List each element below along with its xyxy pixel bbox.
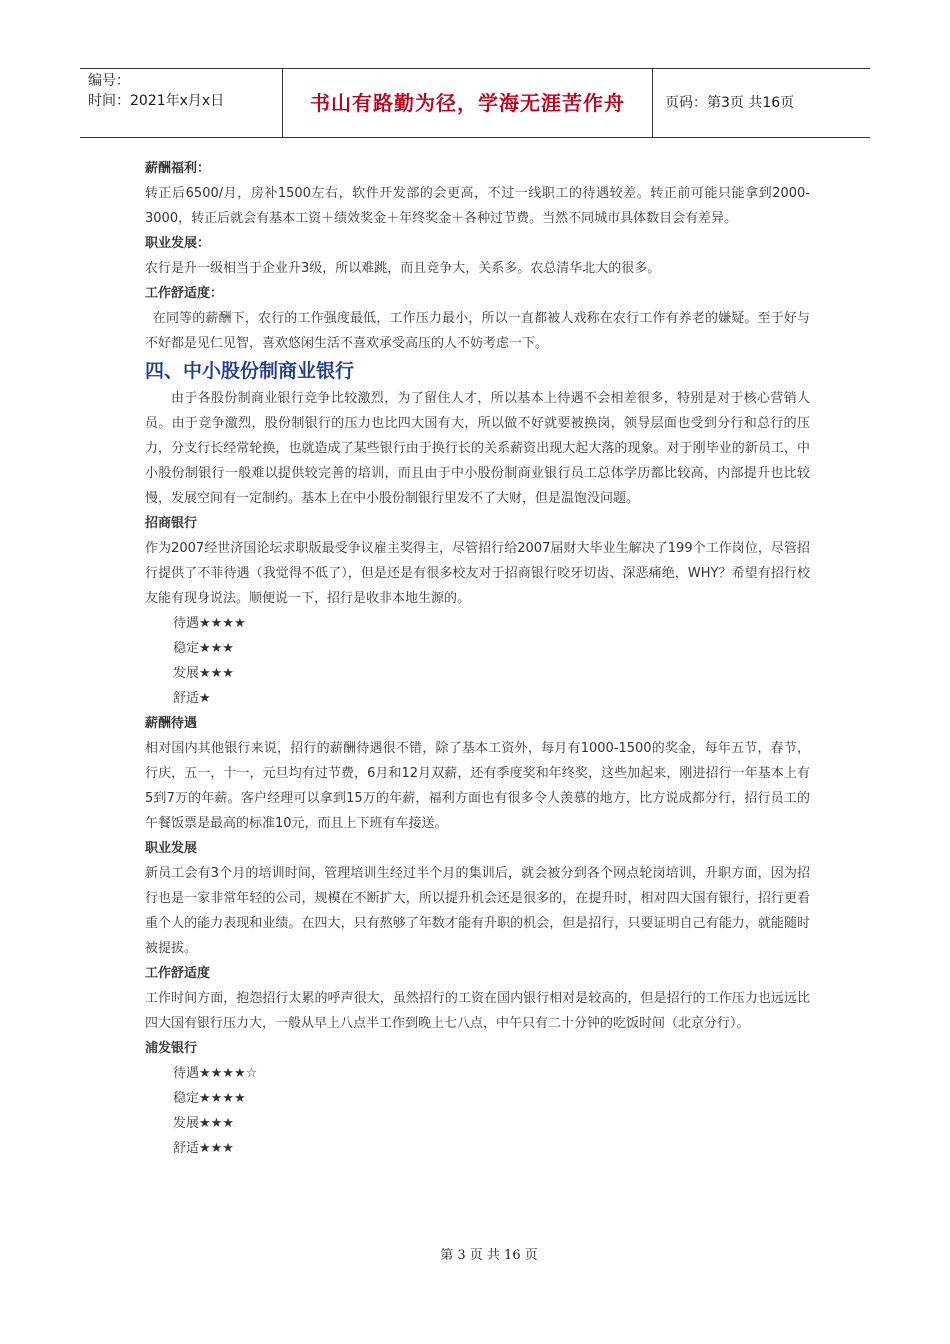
paragraph-cmb-salary: 相对国内其他银行来说，招行的薪酬待遇很不错，除了基本工资外，每月有1000-1500的奖金，每年五节，春节，行庆，五一，十一，元旦均有过节费，6月和12月双薪，还有季度奖和年终奖，这些加起来，刚进招行一年基本上有5到7万的年薪。客户经理可以拿到15万的年薪，福利方面也有很多令人羡慕的地方，比方说成都分行，招行员工的午餐饭票是最高的标准10元，而且上下班有车接送。 [145,741,810,831]
document-body [145,156,810,1161]
document-date: 时间：2021年x月x日 [88,93,225,109]
paragraph-section-intro: 由于各股份制商业银行竞争比较激烈，为了留住人才，所以基本上待遇不会相差很多，特别是对于核心营销人员。由于竞争激烈，股份制银行的压力也比四大国有大，所以做不好就要被换岗，领导层面也受到分行和总行的压力，分支行长经常轮换，也就造成了某些银行由于换行长的关系薪资出现大起大落的现象。对于刚毕业的新员工，中小股份制银行一般难以提供较完善的培训，而且由于中小股份制商业银行员工总体学历都比较高，内部提升也比较慢，发展空间有一定制约。基本上在中小股份制银行里发不了大财，但是温饱没问题。 [145,391,810,506]
rating-comfort: 舒适★★★ [173,1141,234,1156]
paragraph-comfort: 在同等的薪酬下，农行的工作强度最低，工作压力最小，所以一直都被人戏称在农行工作有养老的嫌疑。至于好与不好都是见仁见智，喜欢悠闲生活不喜欢承受高压的人不妨考虑一下。 [145,311,810,351]
section-label-cmb-salary: 薪酬待遇 [145,716,198,731]
rating-growth: 发展★★★ [173,666,234,681]
section-heading: 四、中小股份制商业银行 [145,360,355,382]
rating-growth: 发展★★★ [173,1116,234,1131]
section-label-cmb-career: 职业发展 [145,841,198,856]
header-meta [88,71,283,111]
section-label-cmb-comfort: 工作舒适度 [145,966,211,981]
bank-name-cmb: 招商银行 [145,516,198,531]
document-id-label: 编号： [88,73,130,89]
paragraph-salary: 转正后6500/月，房补1500左右，软件开发部的会更高，不过一线职工的待遇较差。转正前可能只能拿到2000-3000，转正后就会有基本工资＋绩效奖金＋年终奖金＋各种过节费。当然不同城市具体数目会有差异。 [145,186,810,226]
section-label-salary: 薪酬福利： [145,161,211,176]
page-footer: 第 3 页 共 16 页 [440,1248,538,1263]
rating-pay: 待遇★★★★ [173,616,246,631]
paragraph-cmb-comfort: 工作时间方面，抱怨招行太累的呼声很大，虽然招行的工资在国内银行相对是较高的，但是招行的工作压力也远远比四大国有银行压力大，一般从早上八点半工作到晚上七八点，中午只有二十分钟的吃饭时间（北京分行）。 [145,991,810,1031]
page-header [80,68,870,138]
section-label-career: 职业发展： [145,236,211,251]
section-label-comfort: 工作舒适度： [145,286,224,301]
paragraph-cmb-career: 新员工会有3个月的培训时间，管理培训生经过半个月的集训后，就会被分到各个网点轮岗培训，升职方面，因为招行也是一家非常年轻的公司，规模在不断扩大，所以提升机会还是很多的，在提升时，相对四大国有银行，招行更看重个人的能力表现和业绩。在四大，只有熬够了年数才能有升职的机会，但是招行，只要证明自己有能力，就能随时被提拔。 [145,866,810,956]
rating-pay: 待遇★★★★☆ [173,1066,258,1081]
bank-name-spdb: 浦发银行 [145,1041,198,1056]
header-page-number: 页码：第3页 共16页 [665,95,795,111]
rating-comfort: 舒适★ [173,691,211,706]
paragraph-career: 农行是升一级相当于企业升3级，所以难跳，而且竞争大，关系多。农总清华北大的很多。 [145,261,661,276]
rating-stability: 稳定★★★ [173,641,234,656]
rating-stability: 稳定★★★★ [173,1091,246,1106]
paragraph-cmb-intro: 作为2007经世济国论坛求职版最受争议雇主奖得主，尽管招行给2007届财大毕业生解决了199个工作岗位，尽管招行提供了不菲待遇（我觉得不低了），但是还是有很多校友对于招商银行咬牙切齿、深恶痛绝，WHY？希望有招行校友能有现身说法。顺便说一下，招行是收非本地生源的。 [145,541,810,606]
header-motto: 书山有路勤为径，学海无涯苦作舟 [310,91,625,115]
header-divider [652,69,653,137]
